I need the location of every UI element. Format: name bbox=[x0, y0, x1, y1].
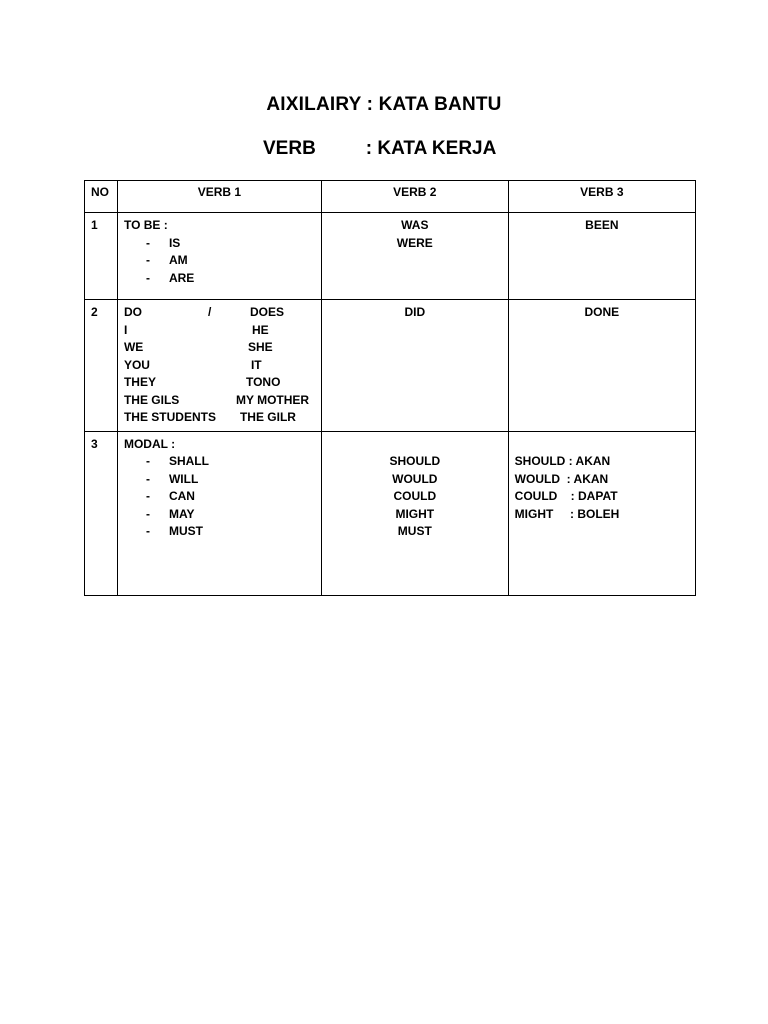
list-item: YOU IT bbox=[123, 357, 262, 372]
list-item: - CAN bbox=[145, 489, 195, 503]
table-header-row bbox=[85, 181, 696, 213]
header-no: NO bbox=[85, 181, 118, 213]
document-subtitle bbox=[263, 138, 496, 160]
list-item: COULD : DAPAT bbox=[514, 489, 618, 503]
list-item: THEY TONO bbox=[123, 375, 281, 389]
verb1-cell bbox=[117, 213, 321, 300]
table-row bbox=[85, 213, 696, 300]
header-verb3: VERB 3 bbox=[508, 181, 695, 213]
verb3-cell: DONE bbox=[508, 300, 695, 432]
verb2-cell bbox=[321, 431, 508, 595]
verb-list bbox=[124, 453, 315, 541]
list-item: - IS bbox=[145, 235, 181, 250]
document-title: AIXILAIRY : KATA BANTU bbox=[266, 94, 502, 115]
list-item: MIGHT : BOLEH bbox=[514, 506, 620, 521]
row-heading: MODAL : bbox=[123, 436, 176, 451]
table-row bbox=[85, 300, 696, 432]
list-item: SHOULD bbox=[389, 454, 441, 468]
list-item: DO / DOES bbox=[123, 305, 284, 319]
list-item: I HE bbox=[123, 322, 269, 337]
verb1-cell bbox=[117, 431, 321, 595]
verb-table bbox=[84, 180, 696, 596]
list-item: - AM bbox=[145, 253, 188, 267]
list-item: WOULD bbox=[392, 471, 438, 486]
row-heading: TO BE : bbox=[123, 218, 168, 232]
list-item: - WILL bbox=[145, 471, 199, 486]
verb-list bbox=[124, 235, 315, 288]
list-item: WERE bbox=[396, 235, 433, 250]
list-item: - ARE bbox=[145, 270, 195, 285]
subtitle-verb: VERB bbox=[263, 138, 316, 159]
verb3-cell: BEEN bbox=[508, 213, 695, 300]
row-number: 1 bbox=[85, 213, 118, 300]
subtitle-meaning: : KATA KERJA bbox=[365, 138, 497, 159]
header-verb2: VERB 2 bbox=[321, 181, 508, 213]
verb1-cell bbox=[117, 300, 321, 432]
verb3-cell bbox=[508, 431, 695, 595]
list-item: THE STUDENTS THE GILR bbox=[123, 410, 296, 424]
verb2-cell bbox=[321, 213, 508, 300]
table-row bbox=[85, 431, 696, 595]
list-item: SHOULD : AKAN bbox=[514, 454, 611, 468]
row-number: 2 bbox=[85, 300, 118, 432]
list-item: WAS bbox=[401, 218, 429, 232]
verb2-cell: DID bbox=[321, 300, 508, 432]
list-item: THE GILS MY MOTHER bbox=[123, 392, 310, 407]
list-item: - SHALL bbox=[145, 454, 209, 468]
list-item: MIGHT bbox=[395, 506, 435, 521]
header-verb1: VERB 1 bbox=[117, 181, 321, 213]
list-item: WE SHE bbox=[123, 340, 273, 354]
list-item: WOULD : AKAN bbox=[514, 471, 609, 486]
list-item: - MUST bbox=[145, 524, 203, 538]
list-item: MUST bbox=[397, 524, 432, 538]
list-item: COULD bbox=[393, 489, 437, 503]
row-number: 3 bbox=[85, 431, 118, 595]
list-item: - MAY bbox=[145, 506, 195, 521]
